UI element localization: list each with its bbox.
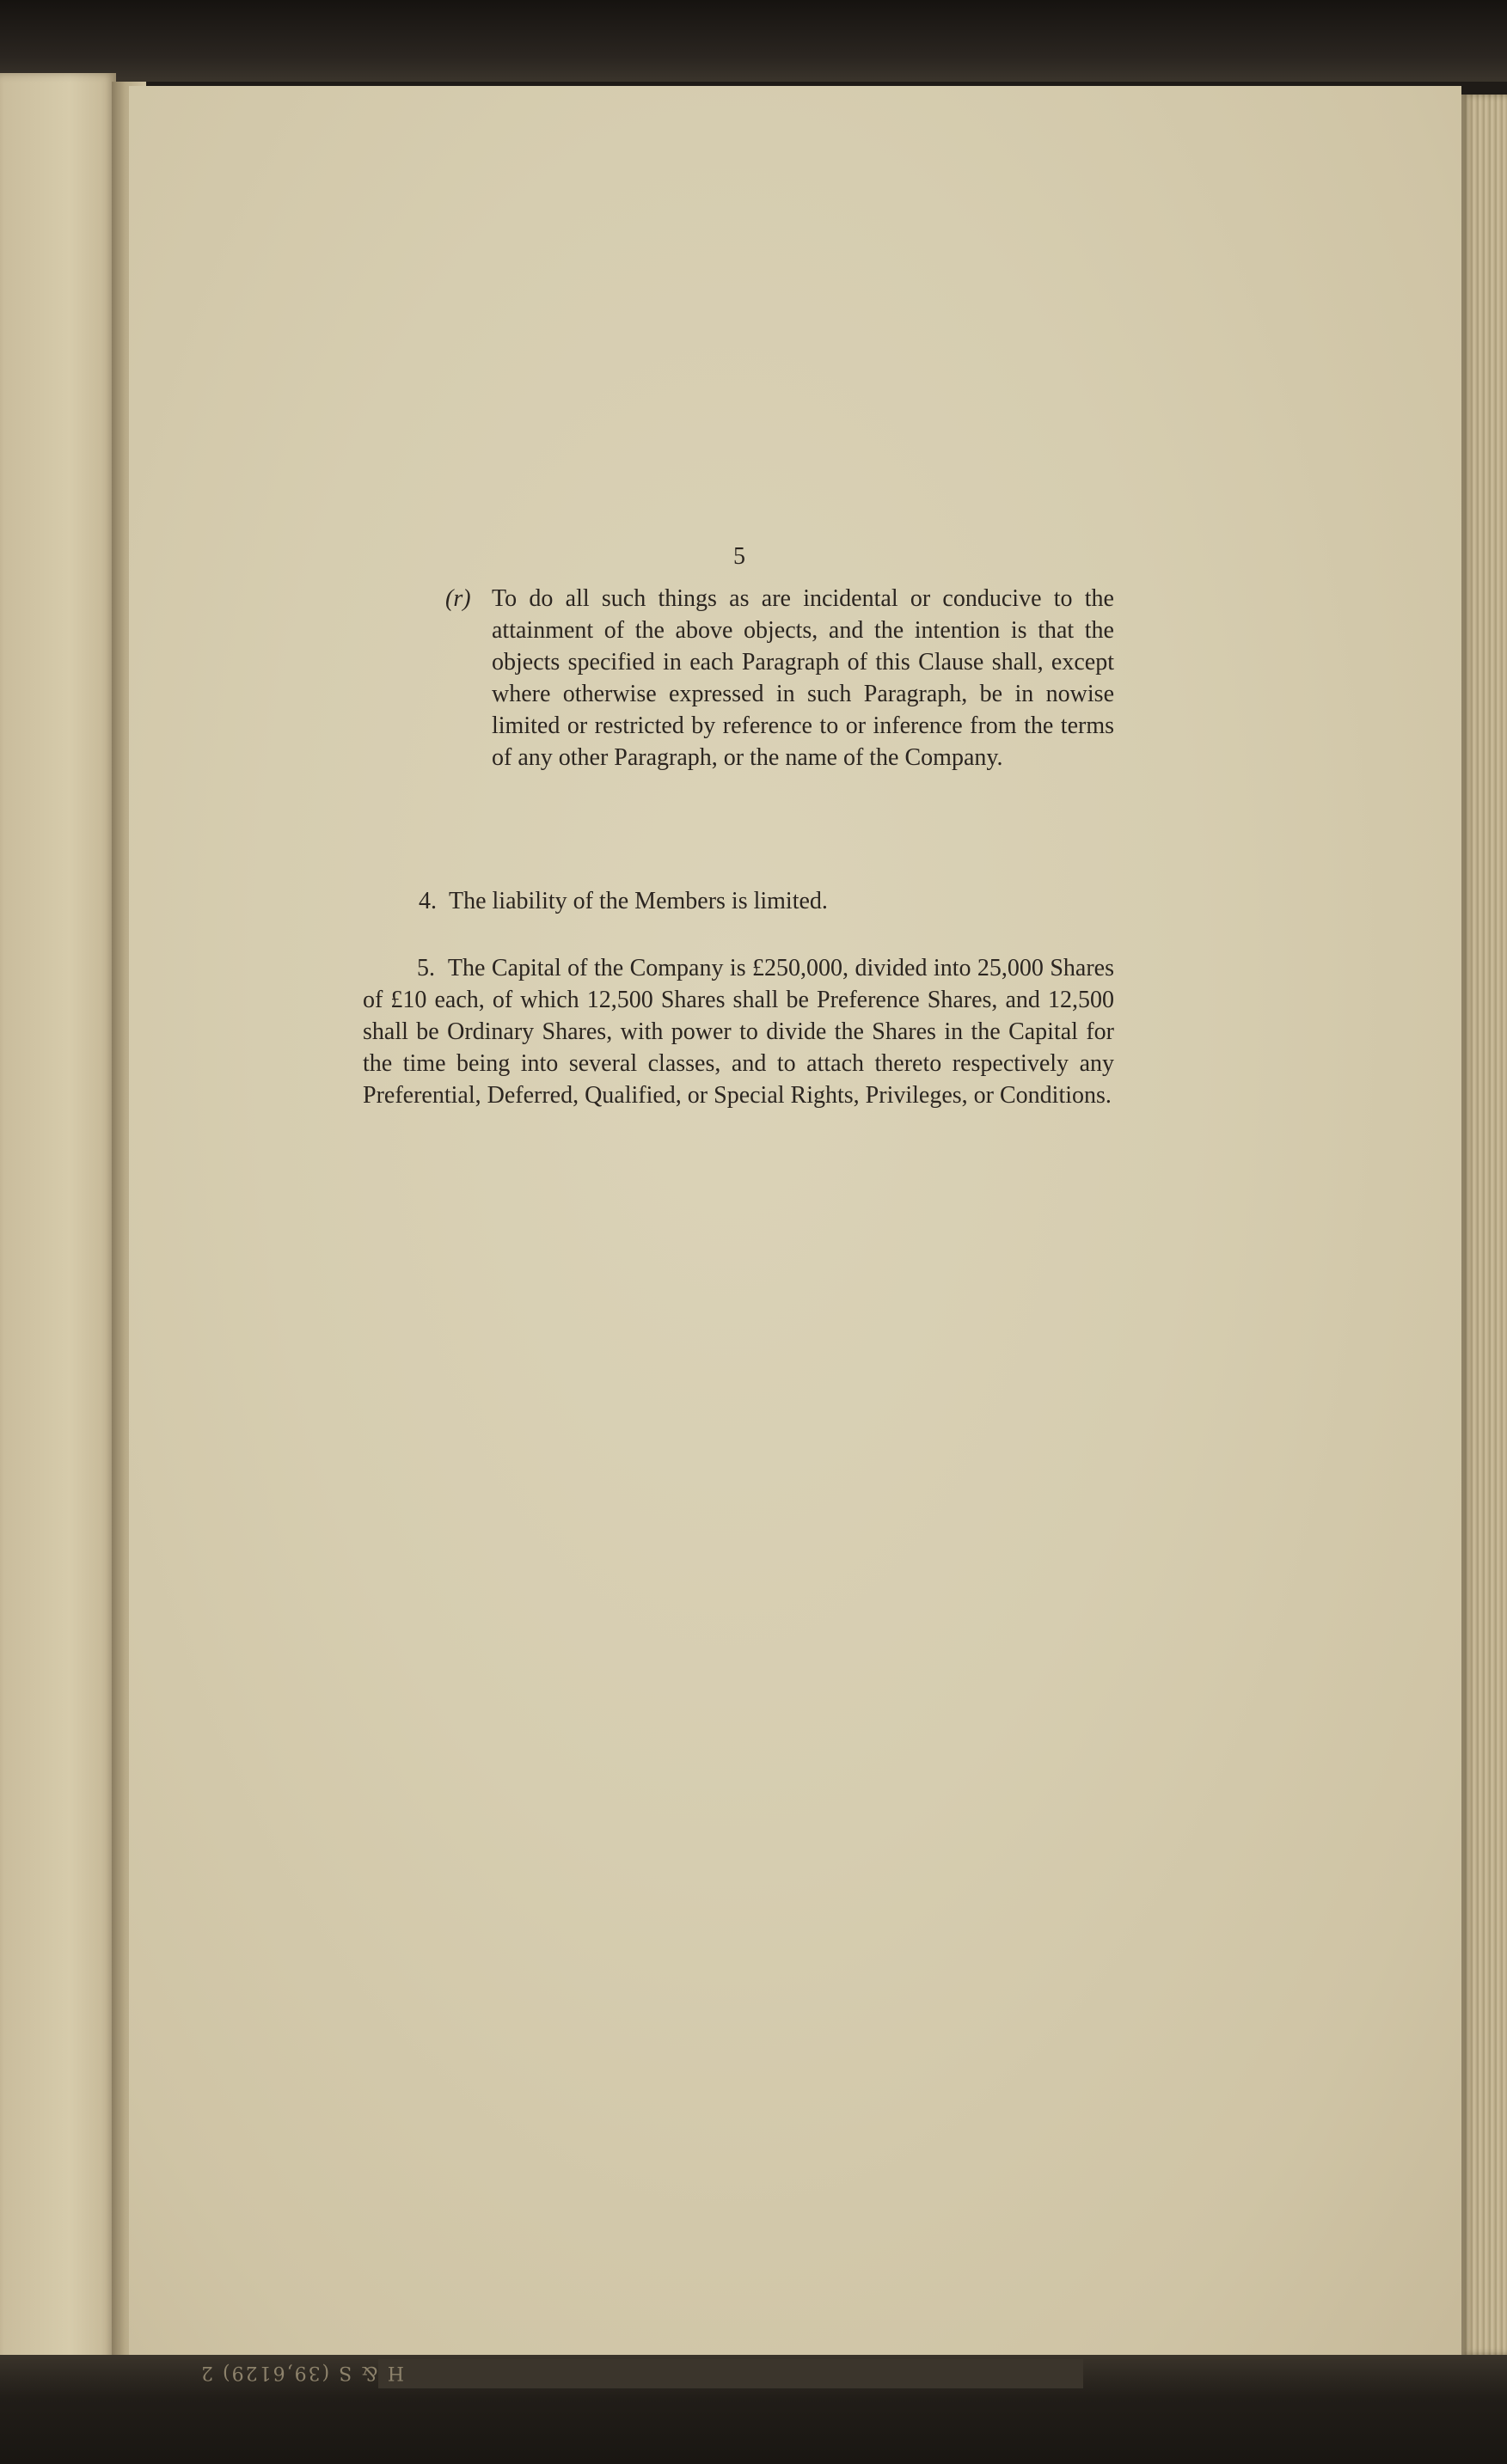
clause-5-text: The Capital of the Company is £250,000, divided into 25,000 Shares of £10 each, of which 12,500 Shares shall be Preference Shares, and 12,500 shall be Ordinary Shares, with power to divide the Shares in the Capital for the time being into several classes, and to attach thereto respectively any Preferential, Deferred, Qualified, or Special Rights, Privileges, or Conditions. (363, 955, 1115, 1109)
clause-5 (363, 952, 1114, 1111)
page-number: 5 (733, 543, 745, 570)
binding-stamp-text: H & S (39,6129) 2 (199, 2362, 404, 2383)
left-page-edge (0, 73, 116, 2376)
stacked-page-edges (1461, 95, 1507, 2355)
clause-r-text: To do all such things as are incidental or conducive to the attainment of the above objects, and the intention is that the objects specified in each Paragraph of this Clause shall, except where otherwise expressed in such Paragraph, be in nowise limited or restricted by reference to or inference from the terms of any other Paragraph, or the name of the Company. (492, 585, 1114, 771)
clause-4 (419, 885, 1106, 917)
clause-r-marker: (r) (445, 585, 471, 612)
document-page (129, 86, 1461, 2363)
binding-stamp-strip (378, 2359, 1083, 2388)
clause-r (445, 583, 1114, 773)
clause-4-marker: 4. (419, 888, 437, 914)
clause-5-marker: 5. (417, 955, 435, 981)
clause-4-text: The liability of the Members is limited. (449, 888, 828, 914)
top-binding-edge (0, 0, 1507, 82)
